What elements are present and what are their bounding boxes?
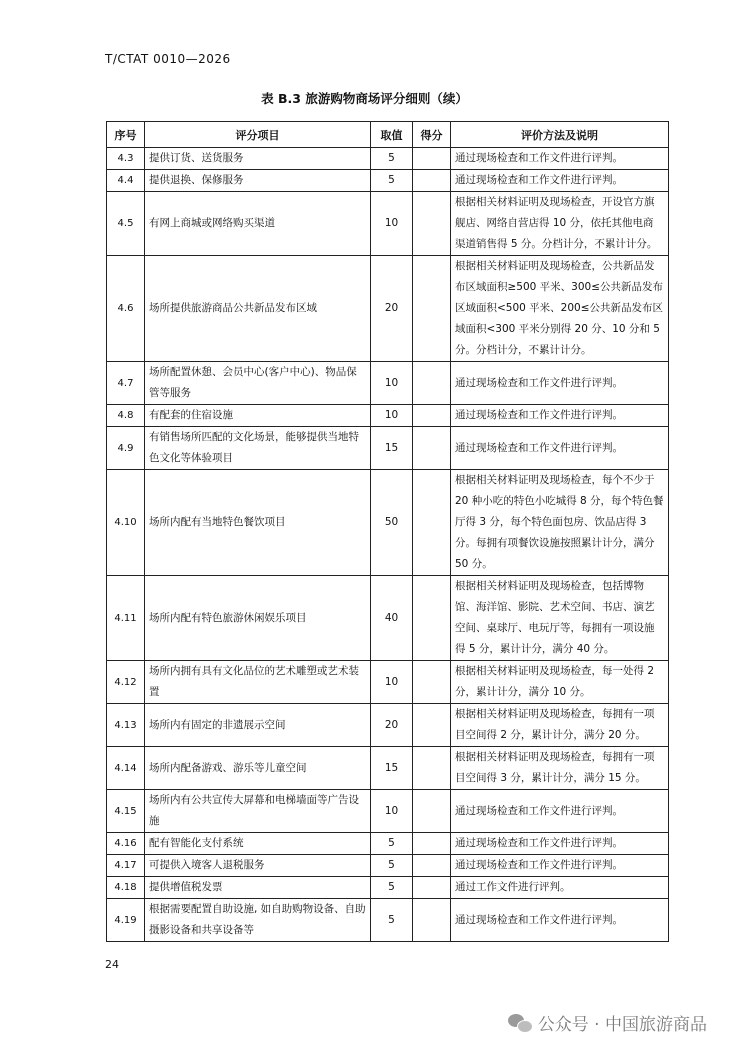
row-id: 4.6: [107, 256, 145, 362]
row-score: [413, 148, 451, 170]
row-item: 有网上商城或网络购买渠道: [145, 192, 371, 256]
row-item: 提供退换、保修服务: [145, 170, 371, 192]
row-value: 20: [371, 704, 413, 747]
row-method: 根据相关材料证明及现场检查，包括博物馆、海洋馆、影院、艺术空间、书店、演艺空间、桌球厅、电玩厅等，每拥有一项设施得 5 分，累计计分，满分 40 分。: [451, 576, 669, 661]
row-score: [413, 899, 451, 942]
row-method: 通过现场检查和工作文件进行评判。: [451, 790, 669, 833]
watermark-text: 公众号 · 中国旅游商品: [537, 1015, 707, 1035]
row-value: 5: [371, 899, 413, 942]
row-value: 10: [371, 405, 413, 427]
row-value: 10: [371, 362, 413, 405]
row-value: 20: [371, 256, 413, 362]
row-item: 提供订货、送货服务: [145, 148, 371, 170]
row-item: 场所内配备游戏、游乐等儿童空间: [145, 747, 371, 790]
row-item: 提供增值税发票: [145, 877, 371, 899]
row-method: 根据相关材料证明及现场检查，每一处得 2 分，累计计分，满分 10 分。: [451, 661, 669, 704]
row-value: 5: [371, 877, 413, 899]
row-value: 5: [371, 833, 413, 855]
row-id: 4.4: [107, 170, 145, 192]
row-id: 4.5: [107, 192, 145, 256]
row-id: 4.11: [107, 576, 145, 661]
row-method: 根据相关材料证明及现场检查，开设官方旗舰店、网络自营店得 10 分，依托其他电商渠道销售得 5 分。分档计分，不累计计分。: [451, 192, 669, 256]
col-header-id: 序号: [107, 122, 145, 148]
row-id: 4.19: [107, 899, 145, 942]
table-row: [107, 427, 669, 470]
row-score: [413, 256, 451, 362]
row-item: 场所内配有特色旅游休闲娱乐项目: [145, 576, 371, 661]
wechat-icon: [508, 1014, 532, 1032]
col-header-method: 评价方法及说明: [451, 122, 669, 148]
row-score: [413, 470, 451, 576]
row-value: 10: [371, 661, 413, 704]
row-score: [413, 427, 451, 470]
row-item: 可提供入境客人退税服务: [145, 855, 371, 877]
row-score: [413, 877, 451, 899]
table-row: [107, 470, 669, 576]
row-score: [413, 661, 451, 704]
row-value: 50: [371, 470, 413, 576]
table-row: [107, 855, 669, 877]
table-row: [107, 405, 669, 427]
row-method: 通过现场检查和工作文件进行评判。: [451, 855, 669, 877]
row-method: 根据相关材料证明及现场检查，每拥有一项目空间得 2 分，累计计分，满分 20 分。: [451, 704, 669, 747]
row-method: 根据相关材料证明及现场检查，每拥有一项目空间得 3 分，累计计分，满分 15 分。: [451, 747, 669, 790]
row-id: 4.8: [107, 405, 145, 427]
row-value: 10: [371, 790, 413, 833]
col-header-score: 得分: [413, 122, 451, 148]
table-row: [107, 833, 669, 855]
table-row: [107, 192, 669, 256]
row-item: 场所提供旅游商品公共新品发布区域: [145, 256, 371, 362]
row-id: 4.10: [107, 470, 145, 576]
row-method: 通过现场检查和工作文件进行评判。: [451, 362, 669, 405]
row-item: 场所内有固定的非遗展示空间: [145, 704, 371, 747]
table-row: [107, 790, 669, 833]
row-value: 5: [371, 855, 413, 877]
row-method: 根据相关材料证明及现场检查，公共新品发布区域面积≥500 平米、300≤公共新品发布区域面积<500 平米、200≤公共新品发布区域面积<300 平米分别得 20 分、10 分和 5 分。分档计分，不累计计分。: [451, 256, 669, 362]
table-header-row: [107, 122, 669, 148]
table-row: [107, 576, 669, 661]
table-row: [107, 148, 669, 170]
row-score: [413, 170, 451, 192]
row-item: 场所内拥有具有文化品位的艺术雕塑或艺术装置: [145, 661, 371, 704]
row-id: 4.17: [107, 855, 145, 877]
row-item: 根据需要配置自助设施, 如自助购物设备、自助摄影设备和共享设备等: [145, 899, 371, 942]
row-score: [413, 855, 451, 877]
row-item: 有销售场所匹配的文化场景，能够提供当地特色文化等体验项目: [145, 427, 371, 470]
row-method: 通过现场检查和工作文件进行评判。: [451, 148, 669, 170]
col-header-item: 评分项目: [145, 122, 371, 148]
row-score: [413, 362, 451, 405]
row-id: 4.9: [107, 427, 145, 470]
row-item: 场所内配有当地特色餐饮项目: [145, 470, 371, 576]
row-id: 4.15: [107, 790, 145, 833]
page-number: 24: [105, 958, 119, 971]
row-score: [413, 192, 451, 256]
row-method: 通过现场检查和工作文件进行评判。: [451, 833, 669, 855]
table-row: [107, 362, 669, 405]
row-id: 4.13: [107, 704, 145, 747]
row-item: 场所配置休憩、会员中心(客户中心)、物品保管等服务: [145, 362, 371, 405]
row-id: 4.3: [107, 148, 145, 170]
row-method: 通过现场检查和工作文件进行评判。: [451, 899, 669, 942]
row-id: 4.12: [107, 661, 145, 704]
row-score: [413, 833, 451, 855]
row-score: [413, 704, 451, 747]
row-method: 根据相关材料证明及现场检查，每个不少于 20 种小吃的特色小吃城得 8 分，每个特色餐厅得 3 分，每个特色面包房、饮品店得 3 分。每拥有项餐饮设施按照累计计分，满分 50 分。: [451, 470, 669, 576]
row-item: 场所内有公共宣传大屏幕和电梯墙面等广告设施: [145, 790, 371, 833]
row-id: 4.14: [107, 747, 145, 790]
table-title: 表 B.3 旅游购物商场评分细则（续）: [261, 91, 468, 106]
row-value: 5: [371, 170, 413, 192]
table-row: [107, 747, 669, 790]
row-method: 通过现场检查和工作文件进行评判。: [451, 405, 669, 427]
document-code: T/CTAT 0010—2026: [105, 52, 231, 66]
row-method: 通过现场检查和工作文件进行评判。: [451, 170, 669, 192]
row-value: 40: [371, 576, 413, 661]
row-score: [413, 405, 451, 427]
watermark: [508, 1010, 707, 1035]
row-id: 4.16: [107, 833, 145, 855]
row-method: 通过工作文件进行评判。: [451, 877, 669, 899]
row-value: 5: [371, 148, 413, 170]
row-value: 15: [371, 747, 413, 790]
row-id: 4.7: [107, 362, 145, 405]
row-value: 10: [371, 192, 413, 256]
row-id: 4.18: [107, 877, 145, 899]
row-score: [413, 747, 451, 790]
table-row: [107, 256, 669, 362]
col-header-value: 取值: [371, 122, 413, 148]
row-item: 配有智能化支付系统: [145, 833, 371, 855]
row-method: 通过现场检查和工作文件进行评判。: [451, 427, 669, 470]
row-item: 有配套的住宿设施: [145, 405, 371, 427]
table-row: [107, 899, 669, 942]
table-row: [107, 704, 669, 747]
table-row: [107, 877, 669, 899]
table-row: [107, 661, 669, 704]
row-score: [413, 576, 451, 661]
row-score: [413, 790, 451, 833]
table-row: [107, 170, 669, 192]
row-value: 15: [371, 427, 413, 470]
scoring-table: [106, 121, 669, 942]
